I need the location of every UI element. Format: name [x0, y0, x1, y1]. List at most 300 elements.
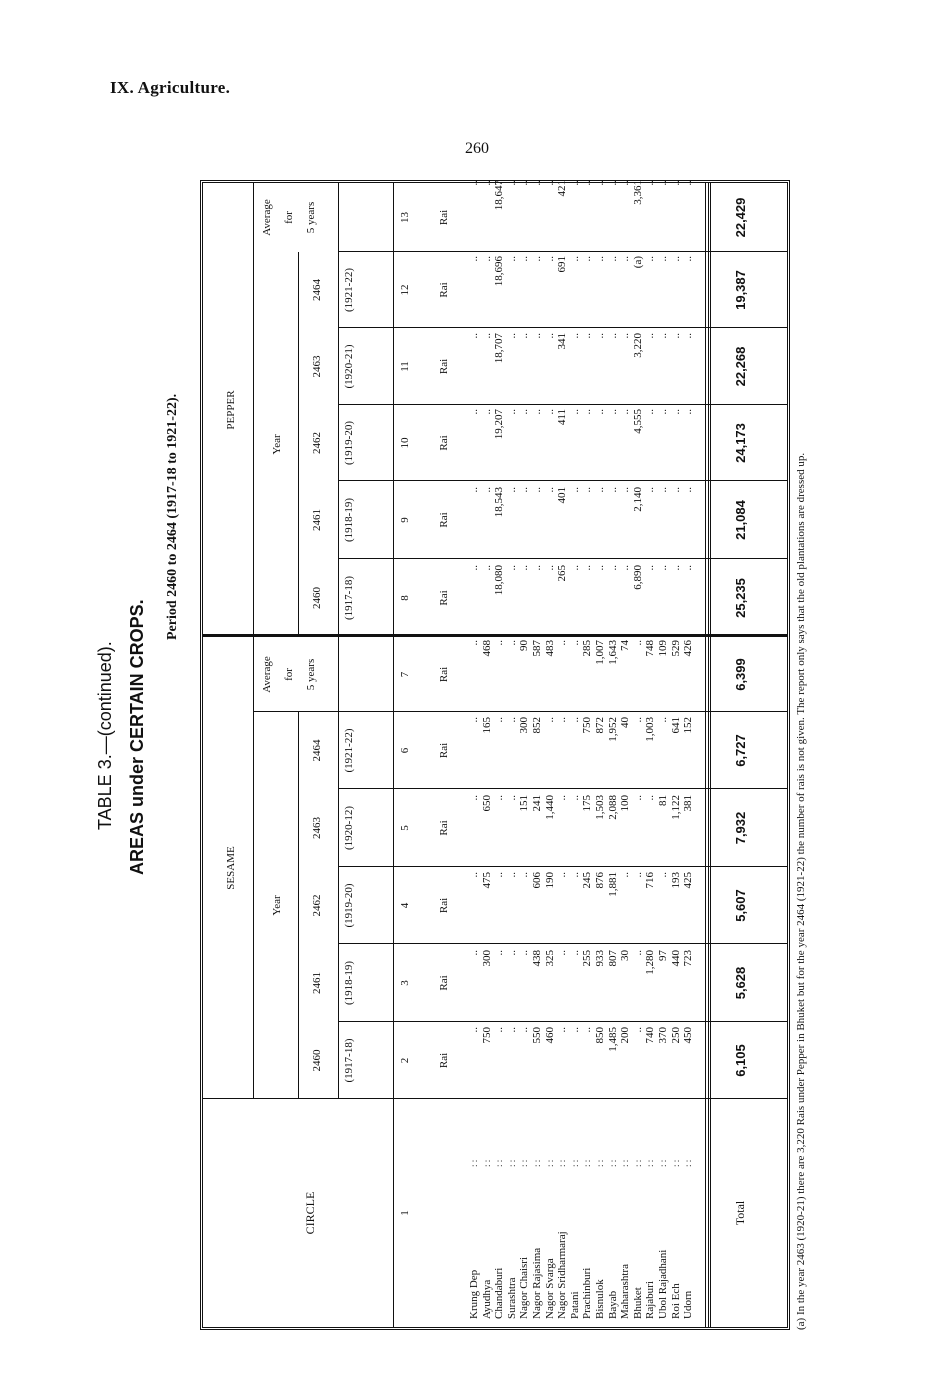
pepper-cell: .. — [518, 256, 531, 262]
pepper-year-2461: 2461 — [311, 509, 323, 531]
pepper-cell: .. — [594, 409, 606, 415]
circle-name: Rajaburi — [644, 1281, 657, 1319]
table-subtitle: AREAS under CERTAIN CROPS. — [127, 599, 147, 875]
pepper-cell: .. — [644, 409, 657, 415]
table-rule — [710, 183, 711, 1327]
sesame-year-2460: 2460 — [311, 1049, 323, 1072]
pepper-cell: .. — [531, 487, 543, 493]
pepper-cell: .. — [644, 487, 657, 493]
pepper-total: 21,084 — [733, 500, 748, 540]
pepper-cell: .. — [505, 180, 518, 186]
sesame-cell: .. — [631, 640, 644, 646]
rotated-table-page — [95, 175, 815, 1330]
sesame-cell: .. — [493, 1027, 506, 1033]
sesame-cell: .. — [505, 1027, 518, 1033]
sesame-cell: 109 — [657, 640, 669, 657]
pepper-cell: .. — [480, 487, 493, 493]
leader-dots: : : — [645, 1159, 656, 1167]
pepper-cell: .. — [568, 565, 581, 571]
pepper-cell: .. — [505, 333, 518, 339]
sesame-cell: 529 — [669, 640, 682, 657]
leader-dots: : : — [557, 1159, 568, 1167]
sesame-cell: .. — [493, 950, 506, 956]
column-number-5: 5 — [399, 825, 411, 831]
unit-label: Rai — [438, 975, 450, 991]
circle-name: Maharashtra — [619, 1264, 632, 1319]
pepper-cell: .. — [581, 409, 594, 415]
pepper-cell: .. — [594, 487, 606, 493]
column-number-8: 8 — [399, 595, 411, 601]
pepper-cell: .. — [619, 333, 632, 339]
pepper-cell: .. — [543, 180, 556, 186]
table-rule — [708, 183, 709, 1327]
sesame-cell: .. — [657, 717, 669, 723]
pepper-cell: .. — [480, 409, 493, 415]
leader-dots: : : — [481, 1159, 492, 1167]
unit-label: Rai — [438, 358, 450, 375]
pepper-cell: .. — [581, 487, 594, 493]
sesame-cell: .. — [493, 717, 506, 723]
pepper-cell: .. — [619, 180, 632, 186]
sesame-cell: .. — [468, 640, 480, 646]
circle-name: Krung Dep — [468, 1269, 480, 1319]
sesame-cell: .. — [468, 1027, 480, 1033]
sesame-cell: 850 — [594, 1027, 606, 1044]
sesame-cell: 606 — [531, 872, 543, 889]
pepper-cell: .. — [657, 487, 669, 493]
sesame-cell: .. — [468, 795, 480, 801]
pepper-cell: 691 — [556, 256, 569, 273]
sesame-cell: .. — [556, 1027, 569, 1033]
sesame-cell: 933 — [594, 950, 606, 967]
leader-dots: : : — [582, 1159, 593, 1167]
sesame-total: 5,628 — [733, 966, 748, 1000]
pepper-cell: .. — [480, 256, 493, 262]
leader-dots: : : — [683, 1159, 694, 1167]
sesame-average-header: Average — [261, 656, 273, 693]
sesame-cell: 241 — [531, 795, 543, 812]
pepper-cell: .. — [669, 409, 682, 415]
pepper-cell: .. — [644, 256, 657, 262]
column-number-3: 3 — [399, 980, 411, 986]
leader-dots: : : — [670, 1159, 681, 1167]
pepper-average-header: for — [283, 211, 295, 224]
sesame-cell: 641 — [669, 717, 682, 734]
pepper-cell: .. — [682, 487, 695, 493]
sesame-cell: .. — [619, 872, 632, 878]
pepper-cell: .. — [480, 565, 493, 571]
sesame-cell: .. — [493, 795, 506, 801]
pepper-cell: 18,647 — [493, 180, 506, 211]
pepper-cell: .. — [505, 565, 518, 571]
pepper-cell: .. — [606, 180, 619, 186]
column-number-9: 9 — [399, 517, 411, 523]
pepper-cell: .. — [468, 180, 480, 186]
pepper-cell: .. — [543, 333, 556, 339]
sesame-cell: 381 — [682, 795, 695, 812]
sesame-cell: 426 — [682, 640, 695, 657]
circle-name: Udorn — [682, 1290, 695, 1319]
circle-name: Prachinburi — [581, 1267, 594, 1319]
pepper-cell: .. — [568, 333, 581, 339]
leader-dots: : : — [494, 1159, 505, 1167]
pepper-cell: .. — [505, 256, 518, 262]
sesame-year-2464: 2464 — [311, 739, 323, 762]
circle-name: Surashtra — [505, 1277, 518, 1319]
sesame-cell: 2,088 — [606, 795, 619, 820]
sesame-cell: 750 — [480, 1027, 493, 1044]
circle-name: Patani — [568, 1291, 581, 1319]
circle-name: Bisnulok — [594, 1279, 606, 1319]
sesame-cell: 74 — [619, 640, 632, 651]
pepper-cell: .. — [669, 565, 682, 571]
column-number-2: 2 — [399, 1057, 411, 1064]
pepper-fiscal-2464: (1921-22) — [343, 268, 355, 312]
pepper-cell: .. — [581, 180, 594, 186]
sesame-cell: 748 — [644, 640, 657, 657]
sesame-total: 6,727 — [733, 734, 748, 767]
sesame-cell: .. — [518, 872, 531, 878]
pepper-fiscal-2460: (1917-18) — [343, 576, 355, 620]
sesame-fiscal-2462: (1919-20) — [343, 883, 355, 928]
sesame-cell: .. — [568, 872, 581, 878]
sesame-fiscal-2461: (1918-19) — [343, 961, 355, 1005]
sesame-fiscal-2464: (1921-22) — [343, 728, 355, 773]
pepper-cell: (a) — [631, 256, 644, 269]
pepper-cell: 18,696 — [493, 256, 506, 287]
sesame-fiscal-2460: (1917-18) — [343, 1038, 355, 1083]
circle-name: Bhuket — [631, 1287, 644, 1319]
pepper-cell: .. — [480, 180, 493, 186]
sesame-cell: 100 — [619, 795, 632, 812]
sesame-cell: 30 — [619, 950, 632, 961]
unit-label: Rai — [438, 897, 450, 914]
leader-dots: : : — [532, 1159, 542, 1167]
sesame-year-2461: 2461 — [311, 972, 323, 994]
pepper-cell: .. — [669, 180, 682, 186]
pepper-cell: 19,207 — [493, 409, 506, 440]
pepper-cell: .. — [518, 409, 531, 415]
sesame-cell: 425 — [682, 872, 695, 889]
sesame-cell: 152 — [682, 717, 695, 734]
column-number-12: 12 — [399, 284, 411, 296]
sesame-cell: 587 — [531, 640, 543, 657]
pepper-cell: .. — [468, 256, 480, 262]
pepper-total: 22,429 — [733, 197, 748, 238]
sesame-cell: .. — [568, 950, 581, 956]
column-number-4: 4 — [399, 902, 411, 909]
pepper-cell: 18,543 — [493, 487, 506, 518]
pepper-cell: .. — [518, 333, 531, 339]
pepper-cell: .. — [505, 409, 518, 415]
sesame-cell: 650 — [480, 795, 493, 812]
sesame-cell: 750 — [581, 717, 594, 734]
sesame-cell: .. — [644, 795, 657, 801]
sesame-cell: 370 — [657, 1027, 669, 1044]
table-rule — [393, 183, 394, 1327]
sesame-cell: .. — [556, 795, 569, 801]
pepper-cell: .. — [594, 333, 606, 339]
sesame-cell: 440 — [669, 950, 682, 967]
sesame-cell: .. — [556, 872, 569, 878]
sesame-cell: 190 — [543, 872, 556, 889]
sesame-cell: .. — [556, 717, 569, 723]
sesame-total: 7,932 — [733, 811, 748, 845]
sesame-cell: 245 — [581, 872, 594, 889]
sesame-cell: 175 — [581, 795, 594, 812]
leader-dots: : : — [658, 1159, 668, 1167]
data-table — [200, 180, 790, 1330]
sesame-cell: 1,440 — [543, 795, 556, 820]
pepper-cell: .. — [468, 487, 480, 493]
sesame-cell: 723 — [682, 950, 695, 967]
leader-dots: : : — [620, 1159, 631, 1167]
column-number-10: 10 — [399, 437, 411, 449]
pepper-cell: 18,707 — [493, 333, 506, 364]
sesame-year-2462: 2462 — [311, 894, 323, 917]
circle-name: Nagor Chaisri — [518, 1256, 531, 1319]
pepper-average-header: Average — [261, 199, 273, 236]
sesame-cell: 475 — [480, 872, 493, 889]
pepper-cell: .. — [518, 565, 531, 571]
sesame-cell: 450 — [682, 1027, 695, 1044]
total-label: Total — [733, 1200, 747, 1226]
pepper-cell: .. — [657, 565, 669, 571]
sesame-fiscal-2463: (1920-12) — [343, 806, 355, 850]
sesame-cell: 325 — [543, 950, 556, 967]
sesame-cell: .. — [493, 872, 506, 878]
pepper-fiscal-2462: (1919-20) — [343, 421, 355, 465]
sesame-average-header: 5 years — [305, 658, 317, 691]
pepper-cell: 2,140 — [631, 487, 644, 512]
table-column-rule — [253, 711, 787, 712]
sesame-cell: 97 — [657, 950, 669, 961]
pepper-cell: .. — [543, 565, 556, 571]
pepper-cell: .. — [594, 180, 606, 186]
pepper-cell: 341 — [556, 333, 569, 350]
pepper-cell: .. — [468, 409, 480, 415]
circle-name: Nagor Svarga — [543, 1258, 556, 1319]
sesame-average-header: for — [283, 668, 295, 681]
sesame-cell: 807 — [606, 950, 619, 967]
pepper-year-label: Year — [271, 434, 283, 455]
pepper-average-header: 5 years — [305, 201, 317, 234]
pepper-cell: .. — [531, 180, 543, 186]
pepper-cell: .. — [682, 333, 695, 339]
unit-label: Rai — [438, 1052, 450, 1069]
sesame-cell: .. — [568, 640, 581, 646]
pepper-cell: .. — [543, 487, 556, 493]
leader-dots: : : — [506, 1159, 517, 1167]
pepper-cell: 401 — [556, 487, 569, 504]
column-number-6: 6 — [399, 747, 411, 754]
sesame-cell: .. — [505, 795, 518, 801]
sesame-cell: 1,503 — [594, 795, 606, 820]
sesame-cell: .. — [631, 950, 644, 956]
sesame-cell: .. — [631, 717, 644, 723]
sesame-cell: 852 — [531, 717, 543, 734]
pepper-cell: .. — [581, 565, 594, 571]
pepper-cell: .. — [543, 409, 556, 415]
pepper-year-2460: 2460 — [311, 587, 323, 609]
sesame-cell: 1,003 — [644, 717, 657, 742]
pepper-cell: .. — [644, 565, 657, 571]
circle-name: Bayab — [606, 1290, 619, 1319]
pepper-year-2463: 2463 — [311, 355, 323, 378]
pepper-cell: .. — [669, 487, 682, 493]
leader-dots: : : — [632, 1159, 643, 1167]
circle-header: CIRCLE — [303, 1191, 317, 1235]
pepper-cell: .. — [606, 409, 619, 415]
sesame-cell: 1,280 — [644, 950, 657, 975]
pepper-cell: .. — [619, 565, 632, 571]
leader-dots: : : — [519, 1159, 530, 1167]
pepper-cell: .. — [468, 333, 480, 339]
pepper-cell: .. — [657, 409, 669, 415]
pepper-cell: 3,361 — [631, 180, 644, 205]
sesame-cell: .. — [581, 1027, 594, 1033]
unit-label: Rai — [438, 209, 450, 226]
circle-name: Nagor Rajasima — [531, 1247, 543, 1319]
unit-label: Rai — [438, 666, 450, 683]
table-rule — [298, 712, 299, 1099]
sesame-cell: .. — [518, 1027, 531, 1033]
pepper-cell: 421 — [556, 180, 569, 197]
sesame-cell: .. — [468, 717, 480, 723]
sesame-cell: .. — [631, 795, 644, 801]
pepper-cell: .. — [568, 256, 581, 262]
sesame-cell: 1,881 — [606, 872, 619, 897]
sesame-cell: 255 — [581, 950, 594, 967]
pepper-total: 19,387 — [733, 270, 748, 310]
pepper-fiscal-2463: (1920-21) — [343, 344, 355, 389]
circle-name: Roi Ech — [669, 1283, 682, 1319]
sesame-cell: 250 — [669, 1027, 682, 1044]
sesame-cell: 740 — [644, 1027, 657, 1044]
sesame-cell: 1,485 — [606, 1027, 619, 1052]
pepper-cell: .. — [594, 565, 606, 571]
sesame-cell: 872 — [594, 717, 606, 734]
sesame-cell: .. — [631, 1027, 644, 1033]
pepper-cell: .. — [619, 487, 632, 493]
table-column-rule — [203, 1098, 787, 1099]
pepper-cell: 265 — [556, 565, 569, 582]
pepper-cell: .. — [531, 333, 543, 339]
circle-name: Nagor Sridharmaraj — [556, 1231, 569, 1319]
pepper-cell: .. — [531, 565, 543, 571]
sesame-total: 6,105 — [733, 1044, 748, 1077]
pepper-cell: .. — [657, 180, 669, 186]
table-period: Period 2460 to 2464 (1917-18 to 1921-22). — [165, 393, 180, 640]
sesame-year-2463: 2463 — [311, 817, 323, 839]
pepper-cell: .. — [518, 180, 531, 186]
sesame-cell: .. — [518, 950, 531, 956]
sesame-cell: .. — [505, 950, 518, 956]
pepper-year-2464: 2464 — [311, 279, 323, 301]
pepper-cell: 3,220 — [631, 333, 644, 358]
sesame-total: 5,607 — [733, 889, 748, 922]
sesame-cell: 716 — [644, 872, 657, 889]
pepper-total: 25,235 — [733, 578, 748, 618]
sesame-cell: .. — [556, 950, 569, 956]
table-rule — [253, 183, 254, 1099]
table-rule — [298, 252, 299, 637]
sesame-cell: 200 — [619, 1027, 632, 1044]
pepper-fiscal-2461: (1918-19) — [343, 498, 355, 542]
circle-name: Ubol Rajadhani — [657, 1249, 669, 1319]
sesame-cell: 151 — [518, 795, 531, 812]
sesame-cell: .. — [568, 717, 581, 723]
pepper-cell: .. — [531, 409, 543, 415]
sesame-header: SESAME — [225, 846, 237, 890]
sesame-cell: .. — [657, 872, 669, 878]
pepper-cell: .. — [581, 333, 594, 339]
sesame-cell: 285 — [581, 640, 594, 657]
pepper-cell: 18,080 — [493, 565, 506, 596]
leader-dots: : : — [544, 1159, 555, 1167]
sesame-cell: .. — [568, 1027, 581, 1033]
pepper-cell: .. — [568, 409, 581, 415]
table-rule — [705, 183, 706, 1327]
pepper-cell: .. — [644, 180, 657, 186]
sesame-cell: 300 — [480, 950, 493, 967]
pepper-cell: .. — [594, 256, 606, 262]
sesame-cell: 40 — [619, 717, 632, 728]
column-number-13: 13 — [399, 212, 411, 223]
sesame-cell: 460 — [543, 1027, 556, 1044]
pepper-cell: .. — [619, 409, 632, 415]
unit-label: Rai — [438, 282, 450, 298]
column-number-11: 11 — [399, 361, 411, 372]
footnote: (a) In the year 2463 (1920-21) there are 3,220 Rais under Pepper in Bhuket but for the year 2464 (1921-22) the number of rais is not given. The report only says that the old plantations are dressed up. — [795, 452, 807, 1330]
leader-dots: : : — [607, 1159, 618, 1167]
pepper-total: 24,173 — [733, 423, 748, 463]
pepper-cell: .. — [543, 256, 556, 262]
unit-label: Rai — [438, 590, 450, 606]
pepper-cell: .. — [581, 256, 594, 262]
unit-label: Rai — [438, 512, 450, 528]
pepper-cell: 6,890 — [631, 565, 644, 590]
column-number-1: 1 — [399, 1210, 411, 1216]
pepper-cell: .. — [682, 565, 695, 571]
column-number-7: 7 — [399, 671, 411, 678]
sesame-cell: 1,007 — [594, 640, 606, 665]
pepper-cell: .. — [669, 256, 682, 262]
sesame-cell: 1,643 — [606, 640, 619, 665]
pepper-total: 22,268 — [733, 346, 748, 387]
sesame-cell: 468 — [480, 640, 493, 657]
circle-name: Ayudhya — [480, 1279, 493, 1319]
pepper-cell: .. — [480, 333, 493, 339]
leader-dots: : : — [469, 1159, 479, 1167]
section-heading: IX. Agriculture. — [110, 78, 231, 97]
sesame-cell: .. — [543, 717, 556, 723]
pepper-cell: .. — [505, 487, 518, 493]
sesame-cell: .. — [505, 872, 518, 878]
pepper-cell: .. — [518, 487, 531, 493]
pepper-cell: .. — [568, 487, 581, 493]
pepper-cell: .. — [682, 256, 695, 262]
sesame-cell: 193 — [669, 872, 682, 889]
page-number: 260 — [465, 140, 489, 157]
sesame-cell: 550 — [531, 1027, 543, 1044]
table-rule — [338, 183, 339, 1099]
pepper-cell: .. — [657, 256, 669, 262]
table-title: TABLE 3.—(continued). — [95, 641, 115, 830]
leader-dots: : : — [569, 1159, 580, 1167]
sesame-cell: .. — [556, 640, 569, 646]
sesame-total: 6,399 — [733, 658, 748, 691]
